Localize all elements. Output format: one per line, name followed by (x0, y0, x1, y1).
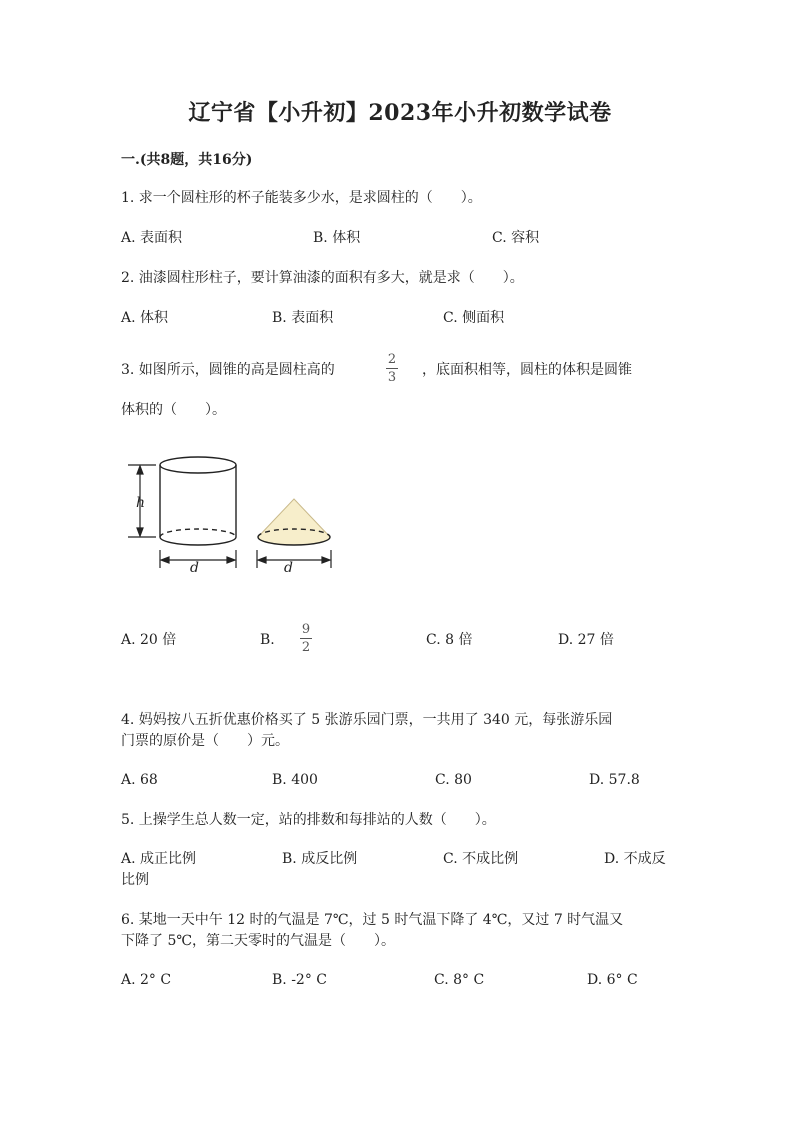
cylinder-cone-figure (120, 450, 350, 580)
question-5-option-d-wrap: 比例 (121, 872, 149, 888)
question-6-stem-line1: 6. 某地一天中午 12 时的气温是 7℃，过 5 时气温下降了 4℃，又过 7 时气温又 (121, 912, 624, 928)
question-3-option-b: B. (260, 632, 275, 648)
question-6-option-b: B. -2° C (272, 972, 327, 988)
fraction-numerator: 9 (301, 622, 311, 637)
question-3-option-c: C. 8 倍 (426, 632, 473, 648)
section-header: 一.(共8题，共16分) (121, 152, 253, 168)
question-2-stem: 2. 油漆圆柱形柱子，要计算油漆的面积有多大，就是求（ ）。 (121, 270, 524, 286)
fraction-numerator: 2 (387, 352, 397, 367)
fraction-bar (386, 368, 398, 369)
question-5-option-c: C. 不成比例 (443, 851, 519, 867)
question-4-stem-line2: 门票的原价是（ ）元。 (121, 733, 289, 749)
question-2-option-a: A. 体积 (121, 310, 169, 326)
question-1-option-b: B. 体积 (313, 230, 361, 246)
question-6-option-c: C. 8° C (434, 972, 485, 988)
fraction-denominator: 3 (387, 370, 397, 385)
question-1-option-a: A. 表面积 (121, 230, 183, 246)
diameter-marker-2 (257, 550, 331, 568)
question-2-option-c: C. 侧面积 (443, 310, 505, 326)
question-6-stem-line2: 下降了 5℃，第二天零时的气温是（ ）。 (121, 933, 396, 949)
cone-shape (258, 499, 330, 545)
question-3-option-d: D. 27 倍 (558, 632, 614, 648)
question-4-option-a: A. 68 (121, 772, 158, 788)
question-6-option-d: D. 6° C (587, 972, 638, 988)
diameter-label-2: d (284, 560, 293, 576)
cylinder-shape (160, 457, 236, 545)
question-3-option-a: A. 20 倍 (121, 632, 177, 648)
question-3-option-b-fraction (300, 622, 312, 655)
fraction-denominator: 2 (301, 640, 311, 655)
question-3-stem-line2: 体积的（ ）。 (121, 402, 226, 418)
question-3-stem-part1: 3. 如图所示，圆锥的高是圆柱高的 (121, 362, 335, 378)
question-6-option-a: A. 2° C (121, 972, 172, 988)
question-5-option-d: D. 不成反 (604, 851, 666, 867)
question-3-fraction (386, 352, 398, 385)
question-4-option-c: C. 80 (435, 772, 472, 788)
height-label: h (136, 495, 146, 511)
diameter-label-1: d (190, 560, 199, 576)
question-5-option-a: A. 成正比例 (121, 851, 197, 867)
question-1-option-c: C. 容积 (492, 230, 540, 246)
question-4-option-b: B. 400 (272, 772, 318, 788)
fraction-bar (300, 638, 312, 639)
question-5-stem: 5. 上操学生总人数一定，站的排数和每排站的人数（ ）。 (121, 812, 496, 828)
question-4-option-d: D. 57.8 (589, 772, 640, 788)
question-5-option-b: B. 成反比例 (282, 851, 358, 867)
question-3-stem-part2: ，底面积相等，圆柱的体积是圆锥 (422, 362, 632, 378)
question-4-stem-line1: 4. 妈妈按八五折优惠价格买了 5 张游乐园门票，一共用了 340 元，每张游乐园 (121, 712, 613, 728)
question-1-stem: 1. 求一个圆柱形的杯子能装多少水，是求圆柱的（ ）。 (121, 190, 482, 206)
question-2-option-b: B. 表面积 (272, 310, 334, 326)
page-title: 辽宁省【小升初】2023年小升初数学试卷 (188, 100, 612, 126)
